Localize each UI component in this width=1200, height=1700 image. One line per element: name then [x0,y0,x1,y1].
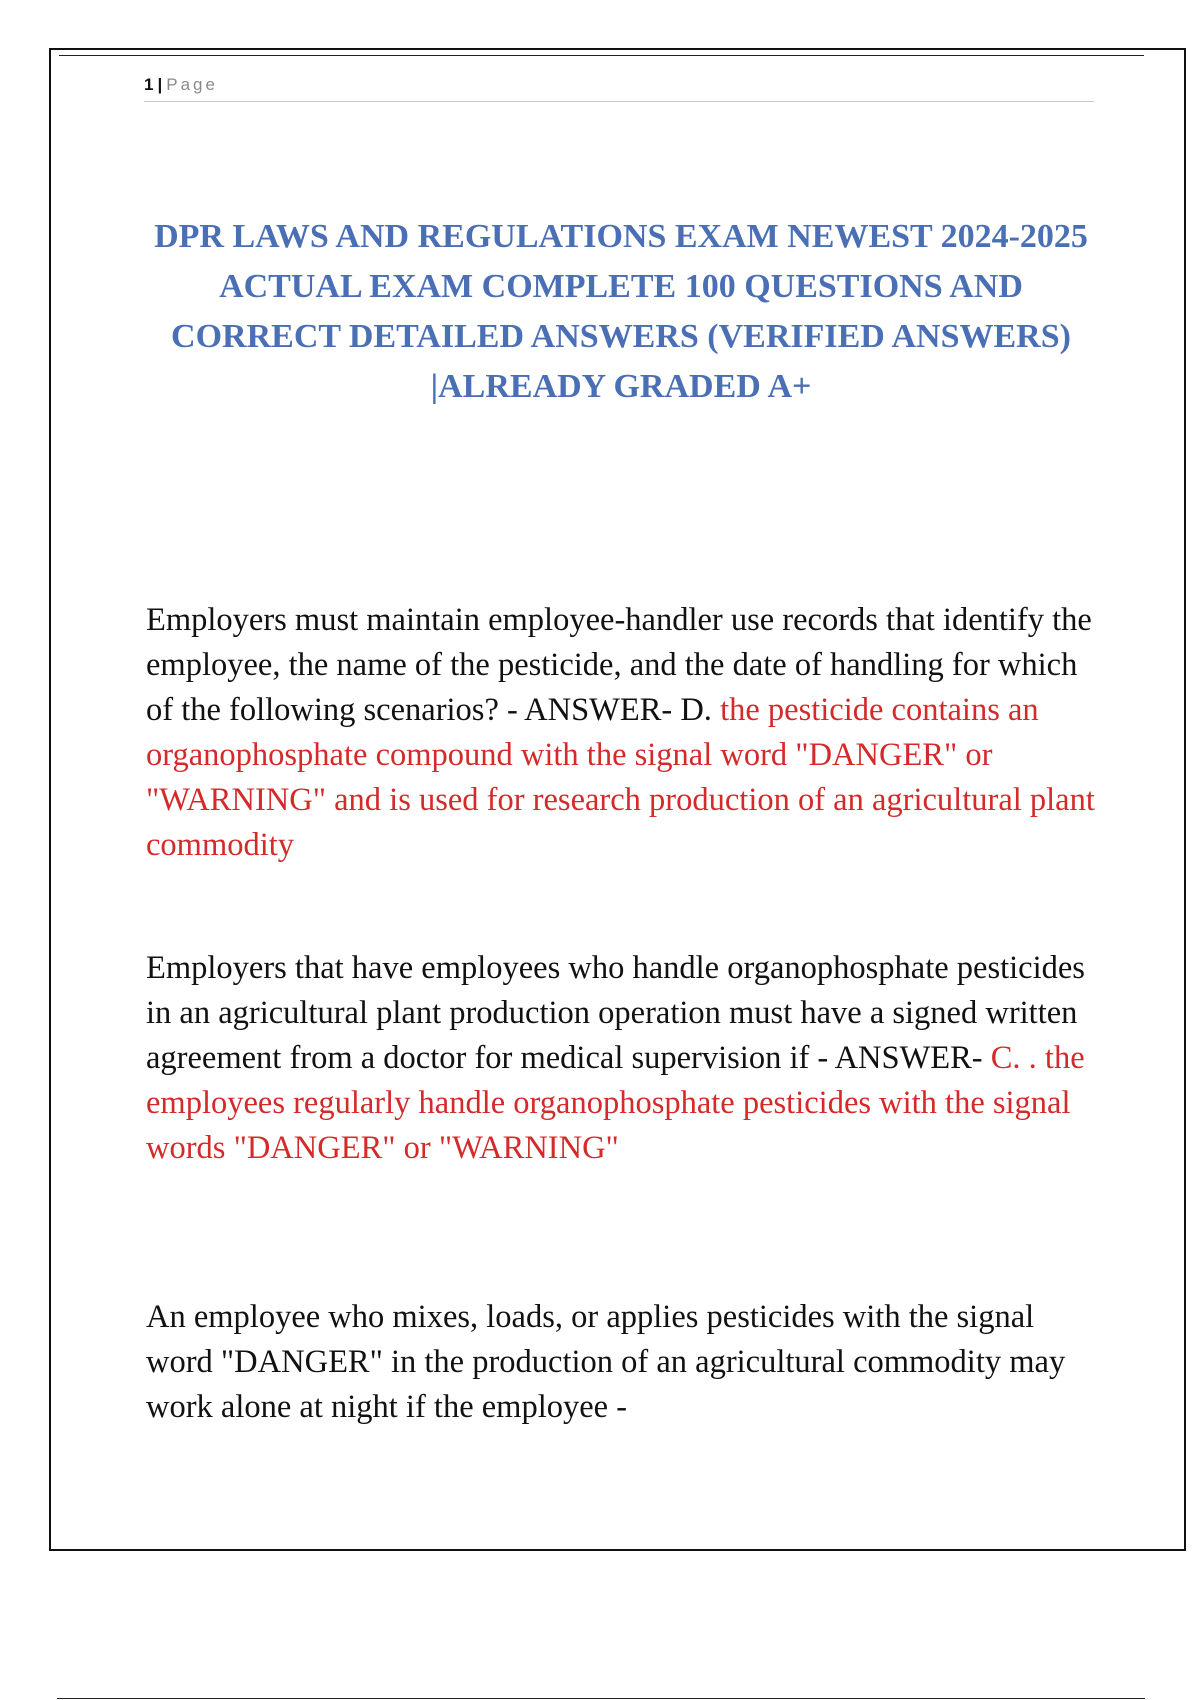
page-number: 1 [144,75,154,94]
page-header [144,73,1094,102]
answer-text: C. . the employees regularly handle organophosphate pesticides with the signal words "DANGER" or "WARNING" [146,1040,1085,1166]
bottom-rule [57,1698,1145,1699]
question-text: Employers must maintain employee-handler use records that identify the employee, the name of the pesticide, and the date of handling for which of the following scenarios? - ANSWER- D. [146,602,1092,728]
answer-text: the pesticide contains an organophosphate compound with the signal word "DANGER" or "WARNING" and is used for research production of an agricultural plant commodity [146,692,1095,863]
page-label: Page [166,75,218,94]
page-separator: | [157,75,163,94]
page-frame [49,48,1186,1551]
question-block [146,598,1106,868]
question-block [146,946,1106,1171]
question-text: An employee who mixes, loads, or applies pesticides with the signal word "DANGER" in the production of an agricultural commodity may work alone at night if the employee - [146,1299,1066,1425]
document-title: DPR LAWS AND REGULATIONS EXAM NEWEST 2024-2025 ACTUAL EXAM COMPLETE 100 QUESTIONS AND CORRECT DETAILED ANSWERS (VERIFIED ANSWERS) |ALREADY GRADED A+ [154,218,1088,405]
question-text: Employers that have employees who handle organophosphate pesticides in an agricultural plant production operation must have a signed written agreement from a doctor for medical supervision if - ANSWER- [146,950,1085,1076]
top-rule [59,55,1144,56]
question-block [146,1295,1106,1430]
